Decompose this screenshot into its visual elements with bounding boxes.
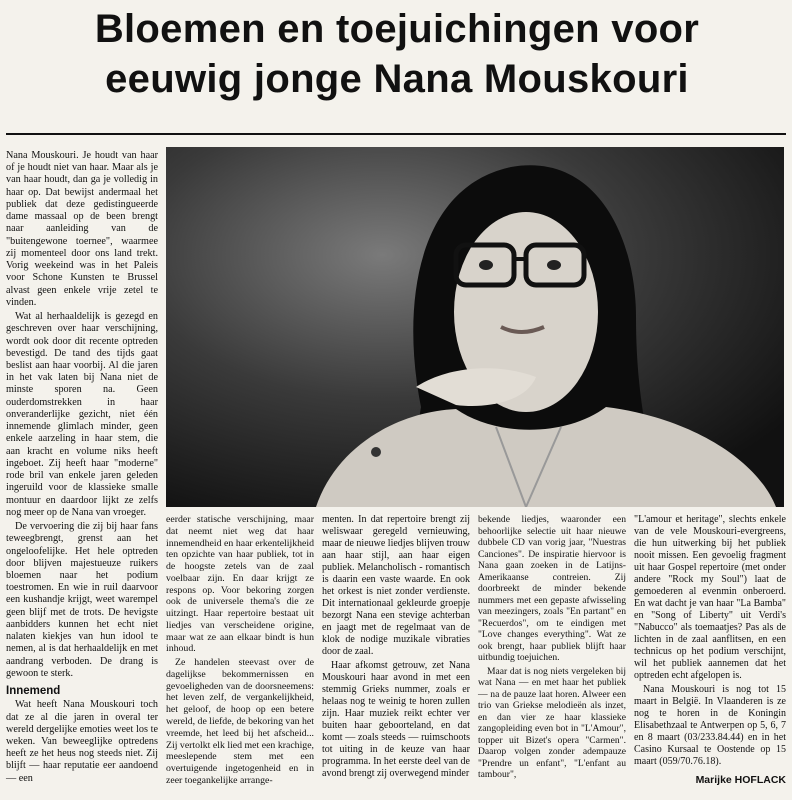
paragraph: Ze handelen steevast over de dagelijkse bekommernissen en gevoeligheden van de doorsneemens: het leven zelf, de vergankelijkheid, het geloof, de hoop op een betere wereld, de liefde, de bekoring van het vreemde, het leed bij het afscheid... Zij vertolkt elk lied met een krachige, meeslepende stem met een overtuigende ingetogenheid en in zeer toegankelijke arrange- bbox=[166, 657, 314, 786]
article-column-5 bbox=[634, 514, 786, 786]
paragraph: De vervoering die zij bij haar fans teweegbrengt, grenst aan het ongeloofelijke. Het hele optreden door blijven majestueuze ruikers bloemen naar het podium toestromen. En wie in ruil daarvoor een kushandje krijgt, weet warempel geen blijf met de trots. De hevigste aanbidders kunnen het echt niet nalaten kiekjes van hun idool te nemen, al is dat herhaaldelijk en met aandrang verboden. De drang is gewoon te sterk. bbox=[6, 521, 158, 679]
paragraph: Nana Mouskouri. Je houdt van haar of je houdt niet van haar. Maar als je van haar houdt, dan ga je volledig in haar op. Dat bewijst andermaal het publiek dat deze gedistingueerde dame massaal op de been brengt naar aanleiding van de "buitengewone toernee", waarmee zij momenteel door ons land trekt. Vorig weekeind was in het Paleis voor Schone Kunsten te Brussel alvast geen enkele vrije zetel te vinden. bbox=[6, 150, 158, 308]
subhead: Innemend bbox=[6, 685, 61, 698]
paragraph: bekende liedjes, waaronder een behoorlijke selectie uit haar nieuwe dubbele CD van vorig jaar, "Nuestras Canciones". De inspiratie hiervoor is Nana gaan zoeken in de Latijns-Amerikaanse contreien. Zij doorbreekt de minder bekende nummers met een gepaste afwisseling van meezingers, zoals "En partant" en "Recuerdos", om te eindigen met "Love changes everything". Wat ze ook brengt, haar publiek blijft haar uitbundig toejuichen. bbox=[478, 514, 626, 664]
headline bbox=[6, 4, 788, 104]
article-column-4 bbox=[478, 514, 626, 783]
article-column-2 bbox=[166, 514, 314, 789]
article-column-3 bbox=[322, 514, 470, 782]
paragraph: Nana Mouskouri is nog tot 15 maart in België. In Vlaanderen is ze nog te horen in de Koningin Elisabethzaal te Antwerpen op 5, 6, 7 en 8 maart (03/233.84.44) en in het Casino Kursaal te Oostende op 15 maart (059/70.76.18). bbox=[634, 684, 786, 767]
paragraph: menten. In dat repertoire brengt zij weliswaar geregeld vernieuwing, maar de nieuwe liedjes blijven trouw aan haar stijl, aan haar eigen publiek. Melancholisch - romantisch is daarin een vaste waarde. En ook het orkest is niet zonder verdienste. Dit internationaal gekleurde groepje bezorgt Nana een stevige achterban en jaagt met de regelmaat van de klok de nodige muzikale vibraties door de zaal. bbox=[322, 514, 471, 657]
headline-rule bbox=[6, 133, 786, 135]
paragraph: Maar dat is nog niets vergeleken bij wat Nana — en met haar het publiek — na de pauze laat horen. Alweer een trio van Griekse melodieën als inzet, en dan vier ze haar klassieke zangopleiding even bot in "L'Amour", topper uit Bizet's opera "Carmen". Daarop volgen zonder adempauze "Prendre un enfant", "L'enfant au tambour", bbox=[478, 665, 626, 781]
headline-line-2: eeuwig jonge Nana Mouskouri bbox=[105, 57, 689, 101]
paragraph: Wat heeft Nana Mouskouri toch dat ze al die jaren in overal ter wereld dergelijke emoties weet los te weken. Van beweeglijke optredens heeft ze het heus nog steeds niet. Zij blijft — haar reputatie eer aandoend — een bbox=[6, 699, 158, 784]
headline-line-1: Bloemen en toejuichingen voor bbox=[94, 7, 700, 51]
portrait-photo bbox=[166, 147, 784, 507]
paragraph: Haar afkomst getrouw, zet Nana Mouskouri haar avond in met een stemmig Grieks nummer, zoals er helaas nog te weinig te horen zullen zijn. Haar muziek reikt echter ver buiten haar geboorteland, en dat komt — zoals steeds — ruimschoots tot uiting in de keuze van haar programma. In het eerste deel van de avond brengt zij overwegend minder bbox=[322, 660, 470, 779]
paragraph: eerder statische verschijning, maar dat neemt niet weg dat haar innemendheid en haar erkentelijkheid ten opzichte van haar publiek, tot in de hoogste zetels van de zaal voelbaar zijn. En daar krijgt ze respons op. Voor bekoring zorgen ook de universele thema's die ze uitzingt. Haar repertoire bestaat uit liedjes van verscheidene origine, maar wat ze aan elkaar bindt is hun inhoud. bbox=[166, 514, 314, 655]
paragraph: Wat al herhaaldelijk is gezegd en geschreven over haar verschijning, wordt ook door dit recente optreden bevestigd. De tand des tijds gaat beslist aan haar voorbij. Al die jaren in het vak laten bij Nana niet de minste sporen na. Geen ouderdomstrekken in haar onveranderlijke gezicht, niet één innemende glimlach minder, geen enkele aarzeling in haar stem, die aan kracht en volume niks heeft ingeboet. Zij heeft haar "moderne" rode bril van enkele jaren geleden ingeruild voor de klassieke smalle montuur en daardoor lijkt ze zelfs nog meer op de Nana van vroeger. bbox=[6, 311, 158, 518]
paragraph: "L'amour et heritage", slechts enkele van de vele Mouskouri-evergreens, die hun uitwerking bij het publiek nooit missen. Een gevoelig fragment uit haar Gospel repertoire (met onder andere "Rock my Soul") laat de gemoederen al evenmin onberoerd. En wat dacht je van haar "La Bamba" en "Song of Liberty" uit Verdi's "Nabucco" als toemaatjes? Pas als de lichten in de zaal aanflitsen, en een technicus op het podium verschijnt, wil het publiek aannemen dat het optreden echt afgelopen is. bbox=[634, 514, 786, 681]
byline: Marijke HOFLACK bbox=[695, 774, 786, 786]
article-column-1 bbox=[6, 150, 158, 787]
